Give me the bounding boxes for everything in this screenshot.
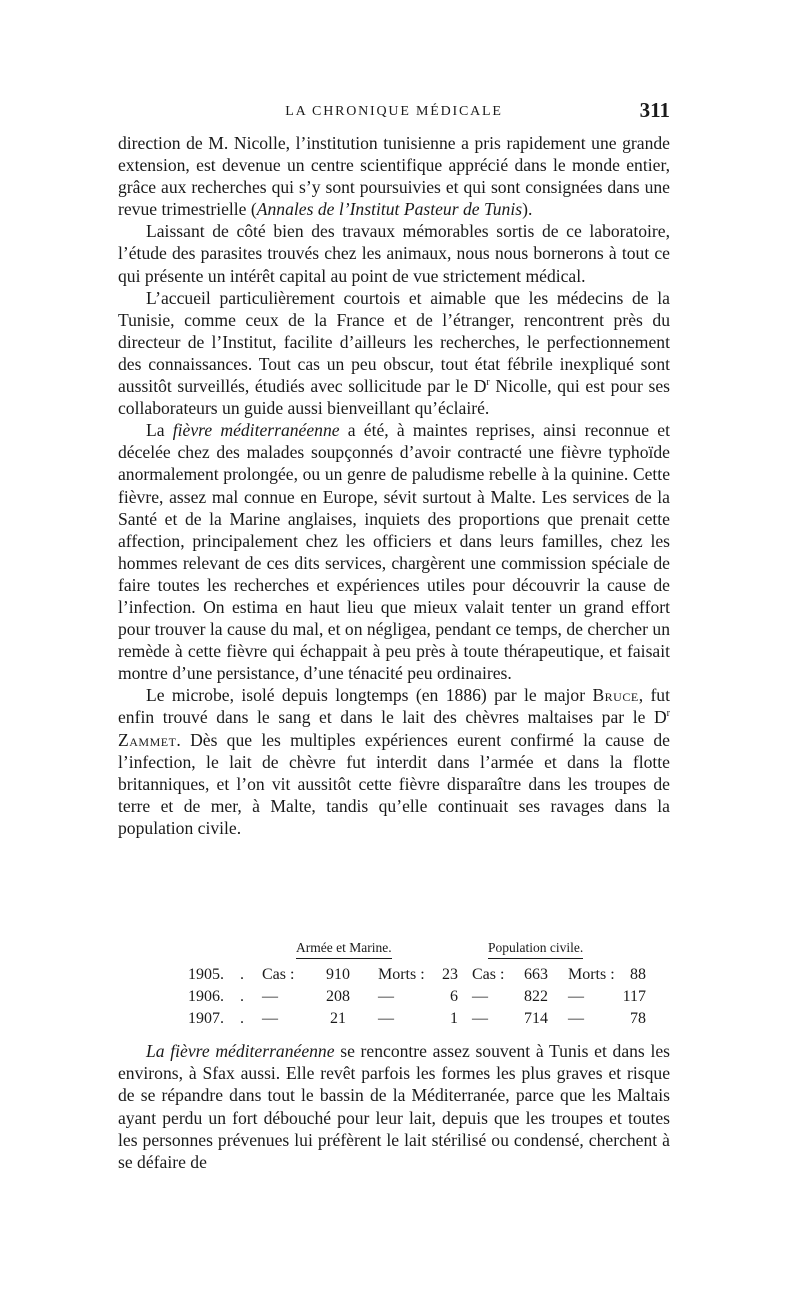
paragraph-5: Le microbe, isolé depuis longtemps (en 1886) par le major Bruce, fut enfin trouvé dans le sang et dans le lait des chèvres maltaises par le $D^r$ Zammet. Dès que les multiples expériences eurent confirmé la cause de l’infection, le lait de chèvre fut interdit dans l’armée et dans la flotte britanniques, et l’on vit aussitôt cette fièvre disparaître dans les troupes de terre et de mer, à Malte, tandis qu’elle continuait ses ravages dans la population civile. xyxy=(118,685,670,838)
body-text-continued xyxy=(118,1040,670,1173)
paragraph-2: Laissant de côté bien des travaux mémorables sortis de ce laboratoire, l’étude des parasites trouvés chez les animaux, nous nous bornerons à tout ce qui présente un intérêt capital au point de vue strictement médical. xyxy=(118,221,670,286)
page-number: 311 xyxy=(639,98,670,122)
name-bruce: Bruce xyxy=(592,685,639,706)
paragraph-4: La fièvre méditerranéenne a été, à maintes reprises, ainsi reconnue et décelée chez des malades soupçonnés d’avoir contracté une fièvre typhoïde anormalement prolongée, ou un genre de paludisme rebelle à la quinine. Cette fièvre, assez mal connue en Europe, sévit surtout à Malte. Les services de la Santé et de la Marine anglaises, inquiets des proportions que prenait cette affection, principalement chez les officiers et dans leurs familles, chez les hommes relevant de ces dits services, chargèrent une commission spéciale de faire toutes les recherches et expériences utiles pour découvrir la cause de l’infection. On estima en haut lieu que mieux valait tenter un grand effort pour trouver la cause du mal, et on négligea, pendant ce temps, de chercher un remède à cette fièvre qui échappait à peu près à toute thérapeutique, et faisait montre d’une persistance, d’une ténacité peu ordinaires. xyxy=(118,420,670,684)
name-zammet: Zammet xyxy=(118,729,177,750)
header-civil-population: Population civile. xyxy=(488,940,583,959)
running-title: LA CHRONIQUE MÉDICALE xyxy=(285,104,503,119)
header-army-navy: Armée et Marine. xyxy=(296,940,392,959)
table-row: 1906. . — 208 — 6 — 822 — 117 xyxy=(188,988,646,1005)
body-text xyxy=(118,132,670,839)
statistics-table xyxy=(188,940,646,1032)
paragraph-6: La fièvre méditerranéenne se rencontre assez souvent à Tunis et dans les environs, à Sfax aussi. Elle revêt parfois les formes les plus graves et risque de se répandre dans tout le bassin de la Méditerranée, parce que les Maltais ayant perdu un fort débouché pour leur lait, depuis que les troupes et toutes les personnes prévenues lui préfèrent le lait stérilisé ou condensé, cherchent à se défaire de xyxy=(118,1041,670,1173)
paragraph-3: L’accueil particulièrement courtois et aimable que les médecins de la Tunisie, comme ceux de la France et de l’étranger, rencontrent près du directeur de l’Institut, facilite d’ailleurs les recherches, le perfectionnement des connaissances. Tout cas un peu obscur, tout état fébrile inexpliqué sont aussitôt surveillés, étudiés avec sollicitude par le $D^r$ Nicolle, qui est pour ses collaborateurs un guide aussi bienveillant qu’éclairé. xyxy=(118,287,670,419)
table-headers xyxy=(188,940,618,966)
table-row: 1907. . — 21 — 1 — 714 — 78 xyxy=(188,1010,646,1027)
paragraph-1: direction de M. Nicolle, l’institution tunisienne a pris rapidement une grande extension, est devenue un centre scientifique apprécié dans le monde entier, grâce aux recherches qui s’y sont poursuivies et qui sont consignées dans une revue trimestrielle (Annales de l’Institut Pasteur de Tunis). xyxy=(118,133,670,220)
table-row: 1905. . Cas : 910 Morts : 23 Cas : 663 Morts : 88 xyxy=(188,966,646,983)
page-header xyxy=(118,98,670,128)
